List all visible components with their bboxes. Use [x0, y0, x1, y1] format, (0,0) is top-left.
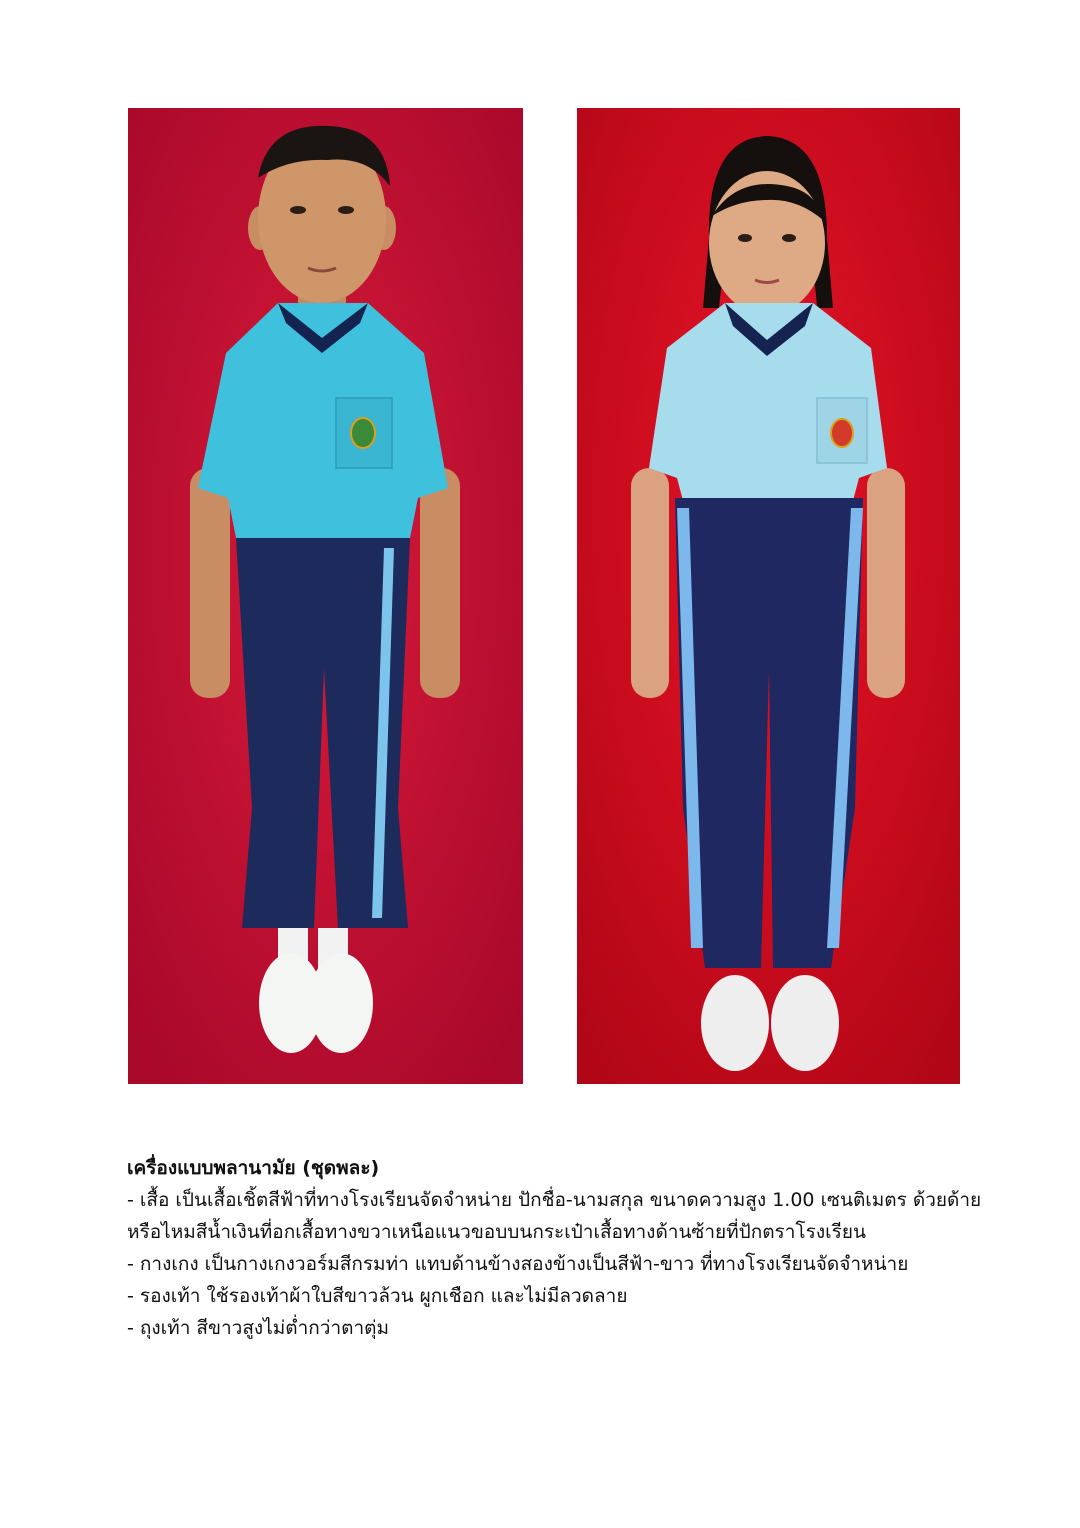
female-student-illustration — [577, 108, 960, 1084]
photo-male-student-uniform — [128, 108, 523, 1084]
male-student-illustration — [128, 108, 523, 1084]
shirt-description: - เสื้อ เป็นเสื้อเชิ้ตสีฟ้าที่ทางโรงเรียนจัดจำหน่าย ปักชื่อ-นามสกุล ขนาดความสูง 1.00 เซนติเมตร ด้วยด้าย — [127, 1189, 982, 1211]
uniform-description — [127, 1152, 1047, 1344]
uniform-heading: เครื่องแบบพลานามัย (ชุดพละ) — [127, 1157, 380, 1179]
photo-female-student-uniform — [577, 108, 960, 1084]
socks-description: - ถุงเท้า สีขาวสูงไม่ต่ำกว่าตาตุ่ม — [127, 1317, 390, 1339]
pants-description: - กางเกง เป็นกางเกงวอร์มสีกรมท่า แทบด้านข้างสองข้างเป็นสีฟ้า-ขาว ที่ทางโรงเรียนจัดจำหน่าย — [127, 1253, 909, 1275]
shoes-description: - รองเท้า ใช้รองเท้าผ้าใบสีขาวล้วน ผูกเชือก และไม่มีลวดลาย — [127, 1285, 628, 1307]
shirt-description-continued: หรือไหมสีน้ำเงินที่อกเสื้อทางขวาเหนือแนวขอบบนกระเป๋าเสื้อทางด้านซ้ายที่ปักตราโรงเรียน — [127, 1221, 866, 1243]
